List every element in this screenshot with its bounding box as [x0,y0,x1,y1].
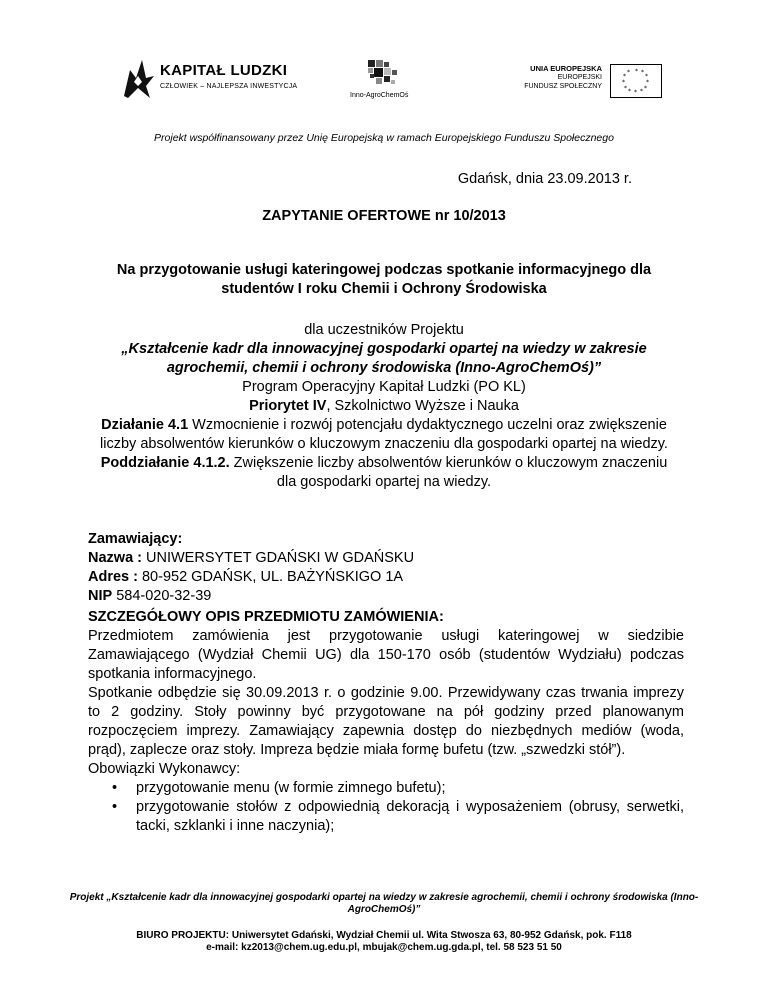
project-priority [100,397,668,416]
details-paragraph-2: Spotkanie odbędzie się 30.09.2013 r. o godzinie 9.00. Przewidywany czas trwania imprezy to 2 godziny. Stoły powinny być przygotowane na pół godziny przed planowanym rozpoczęciem imprezy. Zamawiający zapewnia dostęp do niezbędnych mediów (woda, prąd), zaplecze oraz stoły. Impreza będzie miała formę bufetu (tzw. „szwedzki stół”). [88,685,684,758]
kapital-ludzki-title: KAPITAŁ LUDZKI [160,62,288,79]
client-nip-row [88,587,684,606]
inno-agrochemos-logo [350,60,420,104]
svg-text:*: * [627,69,630,76]
svg-text:*: * [641,69,644,76]
footer-project-line: Projekt „Kształcenie kadr dla innowacyjnej gospodarki opartej na wiedzy w zakresie agrochemii, chemii i ochrony środowiska (Inno-AgroChemOś)” [69,892,699,915]
duties-list [112,779,684,836]
project-info [100,321,668,492]
client-nip-label: NIP [88,588,113,604]
svg-text:*: * [634,89,637,96]
funding-line: Projekt współfinansowany przez Unię Europejską w ramach Europejskiego Funduszu Społecznego [154,132,614,144]
svg-text:*: * [645,73,648,80]
eu-line-2: EUROPEJSKI [557,74,602,81]
duties-label: Obowiązki Wykonawcy: [88,761,241,777]
inno-agrochemos-mosaic-icon [368,60,398,90]
project-program: Program Operacyjny Kapitał Ludzki (PO KL) [242,379,526,395]
order-details [88,608,684,836]
priority-text: , Szkolnictwo Wyższe i Nauka [326,398,519,414]
project-intro: dla uczestników Projektu [304,322,464,338]
client-nip-value: 584-020-32-39 [112,588,212,604]
svg-text:*: * [646,79,649,86]
footer-office [60,930,708,954]
date-line: Gdańsk, dnia 23.09.2013 r. [457,171,632,187]
eu-line-1: UNIA EUROPEJSKA [530,64,602,73]
duty-item: • przygotowanie stołów z odpowiednią dekoracją i wyposażeniem (obrusy, serwetki, tacki, szklanki i inne naczynia); [112,798,684,836]
details-paragraph-1: Przedmiotem zamówienia jest przygotowanie usługi kateringowej w siedzibie Zamawiającego (Wydział Chemii UG) dla 150-170 osób (studentów Wydziału) podczas spotkania informacyjnego. [88,628,684,682]
eu-logo [500,64,670,108]
svg-text:*: * [640,88,643,95]
svg-text:*: * [623,73,626,80]
inno-agrochemos-text: Inno-AgroChemOś [350,92,409,99]
subaction-label: Poddziałanie 4.1.2. [100,455,230,471]
action-label: Działanie 4.1 [101,417,189,433]
footer-office-line: BIURO PROJEKTU: Uniwersytet Gdański, Wydział Chemii ul. Wita Stwosza 63, 80-952 Gdańsk, pok. F118 [136,930,632,941]
project-action [100,416,668,454]
client-address-value: 80-952 GDAŃSK, UL. BAŻYŃSKIGO 1A [137,569,404,585]
svg-text:*: * [644,85,647,92]
client-address-label: Adres : [88,569,138,585]
footer-contact-line: e-mail: kz2013@chem.ug.edu.pl, mbujak@chem.ug.gda.pl, tel. 58 523 51 50 [206,942,562,953]
svg-text:*: * [628,88,631,95]
eu-line-3: FUNDUSZ SPOŁECZNY [524,83,602,90]
svg-text:*: * [635,68,638,75]
svg-text:*: * [622,79,625,86]
details-heading: SZCZEGÓŁOWY OPIS PRZEDMIOTU ZAMÓWIENIA: [88,609,444,625]
project-name: „Kształcenie kadr dla innowacyjnej gospodarki opartej na wiedzy w zakresie agrochemii, chemii i ochrony środowiska (Inno-AgroChemOś)” [121,341,647,376]
kapital-ludzki-star-icon [120,56,156,100]
kapital-ludzki-subtitle: CZŁOWIEK – NAJLEPSZA INWESTYCJA [160,83,298,90]
client-name-label: Nazwa : [88,550,142,566]
client-name-value: UNIWERSYTET GDAŃSKI W GDAŃSKU [142,550,415,566]
action-text: Wzmocnienie i rozwój potencjału dydaktycznego uczelni oraz zwiększenie liczby absolwentów kierunków o kluczowym znaczeniu dla gospodarki opartej na wiedzy. [100,417,668,452]
client-address-row [88,568,684,587]
priority-label: Priorytet IV [249,398,327,414]
subject: Na przygotowanie usługi kateringowej podczas spotkanie informacyjnego dla studentów I roku Chemii i Ochrony Środowiska [116,262,652,297]
eu-text [500,64,602,91]
document-title: ZAPYTANIE OFERTOWE nr 10/2013 [262,208,506,224]
client-heading: Zamawiający: [88,531,183,547]
client-name-row [88,549,684,568]
eu-flag-icon [610,64,662,98]
project-subaction [100,454,668,492]
svg-text:*: * [624,85,627,92]
client-info [88,530,684,606]
duty-item: • przygotowanie menu (w formie zimnego bufetu); [112,779,684,798]
kapital-ludzki-logo [120,56,320,102]
subaction-text: Zwiększenie liczby absolwentów kierunków o kluczowym znaczeniu dla gospodarki opartej na wiedzy. [229,455,668,490]
logo-bar [0,40,768,110]
